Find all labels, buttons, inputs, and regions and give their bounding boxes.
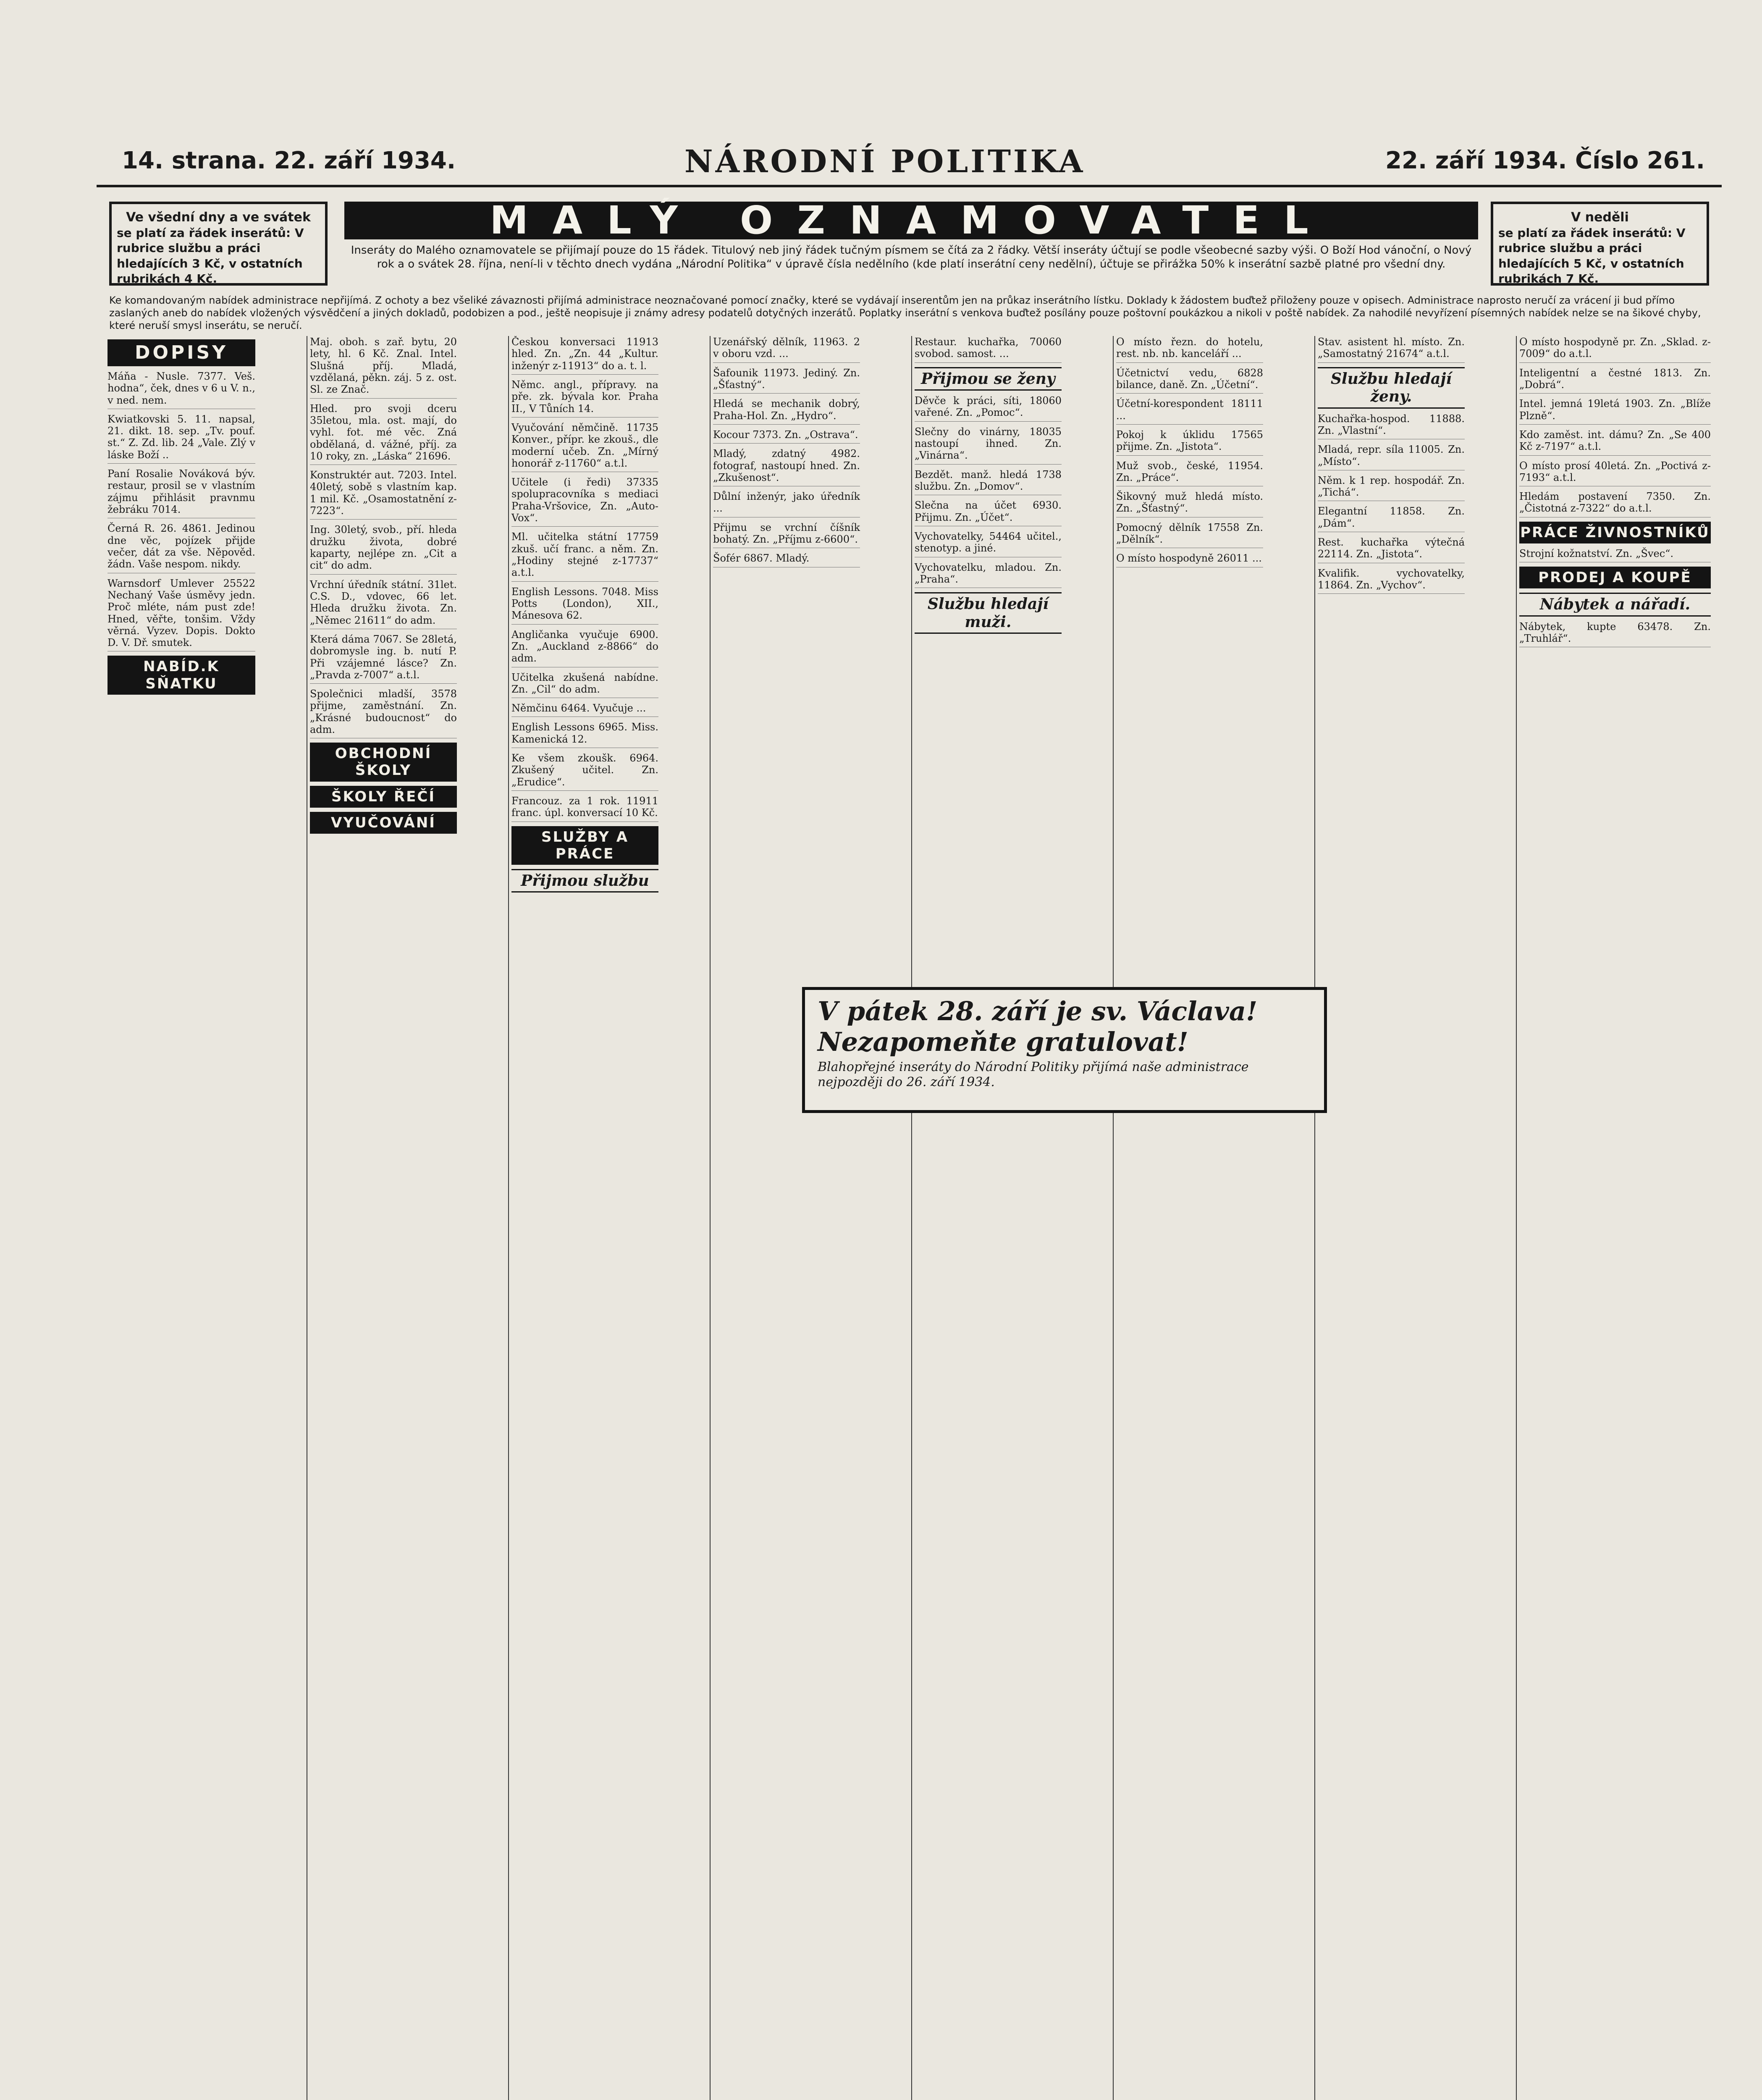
ad-item: Němc. angl., přípravy. na pře. zk. bývala kor. Praha II., V Tůních 14. — [511, 379, 658, 417]
ad-item: Stav. asistent hl. místo. Zn. „Samostatný 21674“ a.t.l. — [1318, 336, 1465, 363]
ad-columns — [105, 336, 1717, 2100]
price-box-sunday-body: se platí za řádek inserátů: V rubrice službu a práci hledajících 5 Kč, v ostatních rubrikách 7 Kč. — [1498, 226, 1686, 286]
ad-item: Restaur. kuchařka, 70060 svobod. samost. ... — [915, 336, 1062, 363]
ad-item: O místo prosí 40letá. Zn. „Poctivá z-7193“ a.t.l. — [1519, 460, 1711, 487]
ad-item: Angličanka vyučuje 6900. Zn. „Auckland z-8866“ do adm. — [511, 629, 658, 667]
price-box-weekday-title: Ve všední dny a ve svátek — [126, 210, 311, 225]
ad-item: Kuchařka-hospod. 11888. Zn. „Vlastní“. — [1318, 413, 1465, 440]
ad-item: Mladá, repr. síla 11005. Zn. „Místo“. — [1318, 444, 1465, 470]
ad-item: Bezdět. manž. hledá 1738 službu. Zn. „Domov“. — [915, 469, 1062, 496]
ad-item: Kwiatkovski 5. 11. napsal, 21. dikt. 18. sep. „Tv. pouf. st.“ Z. Zd. lib. 24 „Vale. Zlý v láske Boží .. — [108, 413, 255, 464]
ad-item: Hled. pro svoji dceru 35letou, mla. ost. mají, do vyhl. fot. mé věc. Zná obdělaná, d. vážné, příj. za 10 roky, zn. „Láska“ 21696. — [310, 403, 457, 465]
ad-item: Slečna na účet 6930. Přijmu. Zn. „Účet“. — [915, 499, 1062, 526]
subsection-prijmou-sluzbu: Přijmou službu — [511, 869, 658, 892]
celebration-box — [802, 987, 1327, 1113]
page-number: 14. strana. 22. září 1934. — [122, 147, 456, 174]
price-box-weekday — [109, 202, 328, 286]
column-8 — [1516, 336, 1713, 2100]
subsection-prijmou-se-zeny: Přijmou se ženy — [915, 367, 1062, 391]
section-header-dopisy: DOPISY — [108, 339, 255, 366]
preamble-text: Ke komandovaným nabídek administrace nepřijímá. Z ochoty a bez všeliké závaznosti přijímá administrace neoznačované pomocí značky, které se vydávají inserentům jen na průkaz inserátního lístku. Doklady k žádostem buďtež přiloženy pouze v opisech. Administrace naprosto neručí za vrácení ji bud přímo zaslaných aneb do nabídek vložených výsvědčení a jiných dokladů, podobizen a pod., ještě neopisuje ji známy adresy podatelů dotyčných inzerátů. Poplatky inserátní s venkova buďtež posílány pouze poštovní poukázkou a nikoli v poště nabídek. Za nahodilé nevyřízení písemných nabídek nelze se na šikové chyby, které neruší smysl inserátu, se neručí. — [109, 294, 1701, 331]
ad-item: Kvalifik. vychovatelky, 11864. Zn. „Vychov“. — [1318, 567, 1465, 594]
ad-item: Uzenářský dělník, 11963. 2 v oboru vzd. ... — [713, 336, 860, 363]
ad-item: Vychovatelku, mladou. Zn. „Praha“. — [915, 562, 1062, 588]
column-6 — [1113, 336, 1266, 2100]
ad-item: Hledám postavení 7350. Zn. „Čistotná z-7322“ do a.t.l. — [1519, 491, 1711, 517]
column-4 — [710, 336, 863, 2100]
section-header-nabidka-snatku: NABÍD.K SŇATKU — [108, 656, 255, 694]
column-7 — [1314, 336, 1467, 2100]
celebration-line-1: V pátek 28. září je sv. Václava! — [818, 996, 1258, 1026]
celebration-line-2: Nezapomeňte gratulovat! — [818, 1026, 1188, 1057]
ad-item: Němčinu 6464. Vyučuje ... — [511, 702, 658, 717]
ad-item: Ing. 30letý, svob., pří. hleda družku života, dobré kaparty, nejlépe zn. „Cit a cit“ do adm. — [310, 524, 457, 574]
ad-item: O místo řezn. do hotelu, rest. nb. nb. kanceláří ... — [1116, 336, 1263, 363]
ad-item: Pomocný dělník 17558 Zn. „Dělník“. — [1116, 522, 1263, 549]
celebration-line-3: Blahopřejné inseráty do Národní Politiky přijímá naše administrace nejpozději do 26. září 1934. — [818, 1060, 1249, 1089]
ad-item: Společnici mladší, 3578 přijme, zaměstnání. Zn. „Krásné budoucnost“ do adm. — [310, 688, 457, 738]
ad-item: Důlní inženýr, jako úředník ... — [713, 491, 860, 517]
subsection-nabytek: Nábytek a nářadí. — [1519, 593, 1711, 616]
ad-item: Šikovný muž hledá místo. Zn. „Šťastný“. — [1116, 491, 1263, 517]
ad-item: Rest. kuchařka výtečná 22114. Zn. „Jistota“. — [1318, 536, 1465, 563]
section-banner: MALÝ OZNAMOVATEL — [344, 202, 1478, 239]
page-header — [97, 139, 1722, 187]
ad-item: Konstruktér aut. 7203. Intel. 40letý, sobě s vlastním kap. 1 mil. Kč. „Osamostatnění z-7223“. — [310, 469, 457, 520]
ad-item: Něm. k 1 rep. hospodář. Zn. „Tichá“. — [1318, 475, 1465, 501]
ad-item: Českou konversaci 11913 hled. Zn. „Zn. 44 „Kultur. inženýr z-11913“ do a. t. l. — [511, 336, 658, 375]
ad-item: English Lessons. 7048. Miss Potts (London), XII., Mánesova 62. — [511, 586, 658, 625]
ad-item: O místo hospodyně pr. Zn. „Sklad. z-7009“ do a.t.l. — [1519, 336, 1711, 363]
ad-item: Vrchní úředník státní. 31let. C.S. D., vdovec, 66 let. Hleda družku života. Zn. „Němec 21611“ do adm. — [310, 579, 457, 629]
column-2 — [307, 336, 459, 2100]
ad-item: Paní Rosalie Nováková býv. restaur, prosil se v vlastním zájmu přihlásit pravnmu žebráku 7014. — [108, 468, 255, 518]
ad-item: O místo hospodyně 26011 ... — [1116, 552, 1263, 567]
ad-item: Francouz. za 1 rok. 11911 franc. úpl. konversací 10 Kč. — [511, 795, 658, 822]
ad-item: Vychovatelky, 54464 učitel., stenotyp. a jiné. — [915, 530, 1062, 557]
ad-item: Černá R. 26. 4861. Jedinou dne věc, pojízek přijde večer, dát za vše. Něpověd. žádn. Vaše nespom. nikdy. — [108, 522, 255, 573]
ad-item: Děvče k práci, síti, 18060 vařené. Zn. „Pomoc“. — [915, 395, 1062, 422]
section-header-vyucovani: VYUČOVÁNÍ — [310, 812, 457, 834]
section-header-obchodni-skoly: OBCHODNÍ ŠKOLY — [310, 743, 457, 781]
column-3 — [508, 336, 661, 2100]
masthead: NÁRODNÍ POLITIKA — [684, 144, 1086, 180]
column-1 — [105, 336, 258, 2100]
section-header-sluzby-a-prace: SLUŽBY A PRÁCE — [511, 826, 658, 865]
ad-item: Slečny do vinárny, 18035 nastoupí ihned. Zn. „Vinárna“. — [915, 426, 1062, 465]
ad-item: Kdo zaměst. int. dámu? Zn. „Se 400 Kč z-7197“ a.t.l. — [1519, 429, 1711, 456]
section-header-prace-zivnostniku: PRÁCE ŽIVNOSTNÍKŮ — [1519, 522, 1711, 543]
ad-item: English Lessons 6965. Miss. Kamenická 12. — [511, 721, 658, 748]
ad-item: Mladý, zdatný 4982. fotograf, nastoupí hned. Zn. „Zkušenost“. — [713, 448, 860, 486]
ad-item: Pokoj k úklidu 17565 přijme. Zn. „Jistota“. — [1116, 429, 1263, 456]
ad-item: Účetnictví vedu, 6828 bilance, daně. Zn. „Účetní“. — [1116, 367, 1263, 394]
column-5 — [911, 336, 1064, 2100]
ad-item: Šofér 6867. Mladý. — [713, 552, 860, 567]
ad-item: Hledá se mechanik dobrý, Praha-Hol. Zn. „Hydro“. — [713, 398, 860, 425]
ad-item: Učitele (i ředi) 37335 spolupracovníka s mediaci Praha-Vršovice, Zn. „Auto-Vox“. — [511, 476, 658, 527]
banner-subtitle: Inseráty do Malého oznamovatele se přijímají pouze do 15 řádek. Titulový neb jiný řádek tučným písmem se čítá za 2 řádky. Větší inseráty účtují se podle všeobecné sazby výši. O Boží Hod vánoční, o Nový rok a o svátek 28. října, není-li v těchto dnech vydána „Národní Politika“ v úpravě čísla nedělního (kde platí inserátní ceny nedělní), účtuje se přirážka 50% k inserátní sazbě platné pro všední dny. — [351, 244, 1472, 270]
ad-item: Elegantní 11858. Zn. „Dám“. — [1318, 505, 1465, 532]
issue-number: 22. září 1934. Číslo 261. — [1385, 147, 1705, 174]
ad-item: Nábytek, kupte 63478. Zn. „Truhlář“. — [1519, 621, 1711, 648]
ad-item: Učitelka zkušená nabídne. Zn. „Cil“ do adm. — [511, 672, 658, 698]
section-header-skoly-reci: ŠKOLY ŘEČÍ — [310, 786, 457, 808]
ad-item: Warnsdorf Umlever 25522 Nechaný Vaše úsměvy jedn. Proč mléte, nám pust zde! Hned, věřte, tonšim. Vždy věrná. Vyzev. Dopis. Dokto D. V. Dř. smutek. — [108, 578, 255, 652]
price-box-sunday-title: V neděli — [1571, 210, 1629, 225]
ad-item: Ml. učitelka státní 17759 zkuš. učí franc. a něm. Zn. „Hodiny stejné z-17737“ a.t.l. — [511, 531, 658, 581]
section-header-prodej-a-koupe: PRODEJ A KOUPĚ — [1519, 567, 1711, 588]
ad-item: Strojní kožnatství. Zn. „Švec“. — [1519, 548, 1711, 562]
ad-item: Která dáma 7067. Se 28letá, dobromysle ing. b. nutí P. Při vzájemné lásce? Zn. „Pravda z-7007“ a.t.l. — [310, 633, 457, 684]
ad-item: Maj. oboh. s zař. bytu, 20 lety, hl. 6 Kč. Znal. Intel. Slušná příj. Mladá, vzdělaná, pěkn. záj. 5 z. ost. Sl. ze Znač. — [310, 336, 457, 399]
ad-item: Inteligentní a čestné 1813. Zn. „Dobrá“. — [1519, 367, 1711, 394]
ad-item: Máňa - Nusle. 7377. Veš. hodna“, ček, dnes v 6 u V. n., v ned. nem. — [108, 370, 255, 409]
ad-item: Účetní-korespondent 18111 ... — [1116, 398, 1263, 425]
subsection-sluzbu-hledaji-muzi: Službu hledají muži. — [915, 592, 1062, 634]
price-box-weekday-body: se platí za řádek inserátů: V rubrice službu a práci hledajících 3 Kč, v ostatních rubrikách 4 Kč. — [117, 226, 304, 286]
ad-item: Vyučování němčině. 11735 Konver., přípr. ke zkouš., dle moderní učeb. Zn. „Mírný honorář z-11760“ a.t.l. — [511, 422, 658, 472]
price-box-sunday — [1491, 202, 1709, 286]
subsection-sluzbu-hledaji-zeny: Službu hledají ženy. — [1318, 367, 1465, 409]
ad-item: Intel. jemná 19letá 1903. Zn. „Blíže Plzně“. — [1519, 398, 1711, 425]
ad-item: Přijmu se vrchní číšník bohatý. Zn. „Příjmu z-6600“. — [713, 522, 860, 549]
newspaper-page — [97, 139, 1722, 2100]
ad-item: Ke všem zkoušk. 6964. Zkušený učitel. Zn. „Erudice“. — [511, 752, 658, 791]
ad-item: Šafounik 11973. Jediný. Zn. „Šťastný“. — [713, 367, 860, 394]
ad-item: Kocour 7373. Zn. „Ostrava“. — [713, 429, 860, 444]
ad-item: Muž svob., české, 11954. Zn. „Práce“. — [1116, 460, 1263, 487]
